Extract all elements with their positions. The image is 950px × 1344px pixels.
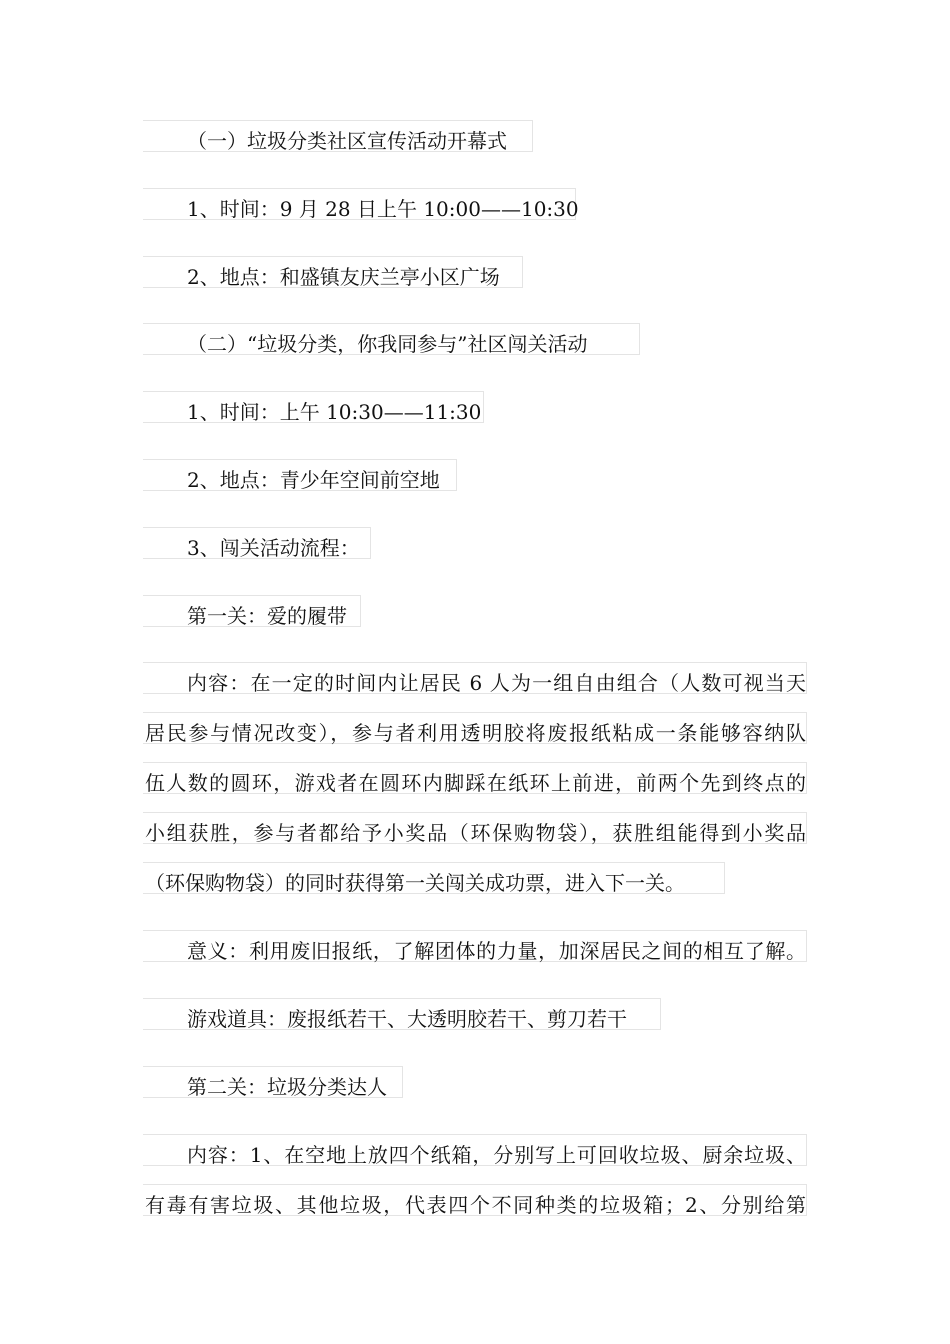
level-two-title: 第二关：垃圾分类达人: [143, 1066, 403, 1098]
level-one-content-line: （环保购物袋）的同时获得第一关闯关成功票，进入下一关。: [143, 862, 725, 894]
level-one-meaning: 意义：利用废旧报纸，了解团体的力量，加深居民之间的相互了解。: [143, 930, 807, 962]
challenge-time: 1、时间：上午 10:30——11:30: [143, 391, 484, 423]
level-one-title: 第一关：爱的履带: [143, 595, 361, 627]
section-heading-opening: （一）垃圾分类社区宣传活动开幕式: [143, 120, 533, 152]
challenge-location: 2、地点：青少年空间前空地: [143, 459, 457, 491]
level-one-content-line: 内容：在一定的时间内让居民 6 人为一组自由组合（人数可视当天: [143, 662, 807, 694]
level-one-content-line: 小组获胜，参与者都给予小奖品（环保购物袋），获胜组能得到小奖品: [143, 812, 807, 844]
level-one-content-line: 伍人数的圆环，游戏者在圆环内脚踩在纸环上前进，前两个先到终点的: [143, 762, 807, 794]
challenge-process-heading: 3、闯关活动流程：: [143, 527, 371, 559]
opening-location: 2、地点：和盛镇友庆兰亭小区广场: [143, 256, 523, 288]
level-one-props: 游戏道具：废报纸若干、大透明胶若干、剪刀若干: [143, 998, 661, 1030]
level-one-content-line: 居民参与情况改变），参与者利用透明胶将废报纸粘成一条能够容纳队: [143, 712, 807, 744]
section-heading-challenge: （二）“垃圾分类，你我同参与”社区闯关活动: [143, 323, 640, 355]
level-two-content-line: 有毒有害垃圾、其他垃圾，代表四个不同种类的垃圾箱；2、分别给第: [143, 1184, 807, 1216]
level-two-content-line: 内容：1、在空地上放四个纸箱，分别写上可回收垃圾、厨余垃圾、: [143, 1134, 807, 1166]
opening-time: 1、时间：9 月 28 日上午 10:00——10:30: [143, 188, 576, 220]
